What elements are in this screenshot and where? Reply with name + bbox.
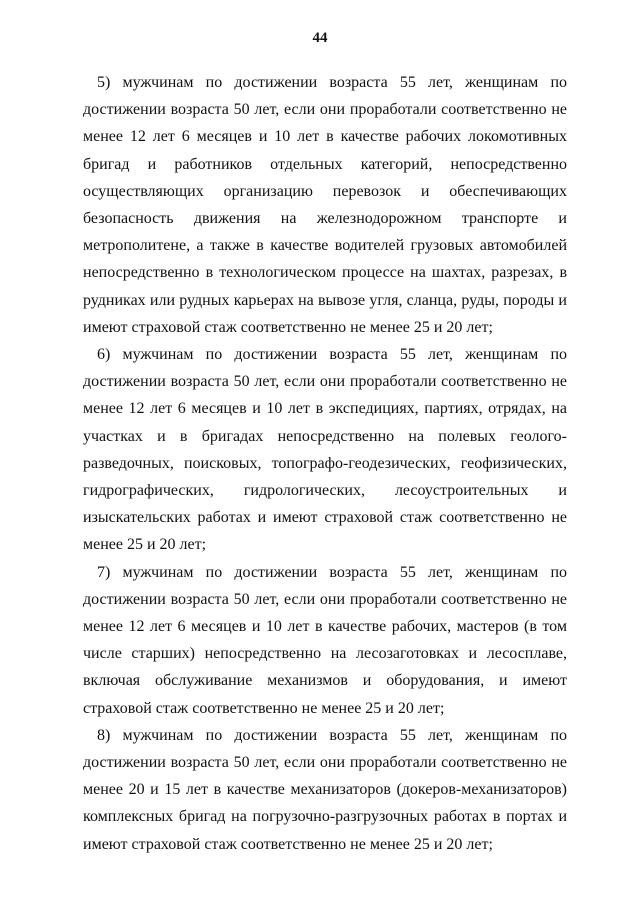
document-body: [83, 69, 567, 858]
paragraph-item-6: 6) мужчинам по достижении возраста 55 лет, женщинам по достижении возраста 50 лет, если они проработали соответственно не менее 12 лет 6 месяцев и 10 лет в экспедициях, партиях, отрядах, на участках и в бригадах непосредственно на полевых геолого-разведочных, поисковых, топографо-геодезических, геофизических, гидрографических, гидрологических, лесоустроительных и изыскательских работах и имеют страховой стаж соответственно не менее 25 и 20 лет;: [83, 346, 567, 554]
paragraph-item-8: 8) мужчинам по достижении возраста 55 лет, женщинам по достижении возраста 50 лет, если они проработали соответственно не менее 20 и 15 лет в качестве механизаторов (докеров-механизаторов) комплексных бригад на погрузочно-разгрузочных работах в портах и имеют страховой стаж соответственно не менее 25 и 20 лет;: [83, 726, 567, 853]
paragraph-item-5: 5) мужчинам по достижении возраста 55 лет, женщинам по достижении возраста 50 лет, если они проработали соответственно не менее 12 лет 6 месяцев и 10 лет в качестве рабочих локомотивных бригад и работников отдельных категорий, непосредственно осуществляющих организацию перевозок и обеспечивающих безопасность движения на железнодорожном транспорте и метрополитене, а также в качестве водителей грузовых автомобилей непосредственно в технологическом процессе на шахтах, разрезах, в рудниках или рудных карьерах на вывозе угля, сланца, руды, породы и имеют страховой стаж соответственно не менее 25 и 20 лет;: [83, 74, 567, 336]
paragraph-item-7: 7) мужчинам по достижении возраста 55 лет, женщинам по достижении возраста 50 лет, если они проработали соответственно не менее 12 лет 6 месяцев и 10 лет в качестве рабочих, мастеров (в том числе старших) непосредственно на лесозаготовках и лесосплаве, включая обслуживание механизмов и оборудования, и имеют страховой стаж соответственно не менее 25 и 20 лет;: [83, 563, 567, 717]
page-number: 44: [312, 30, 328, 46]
